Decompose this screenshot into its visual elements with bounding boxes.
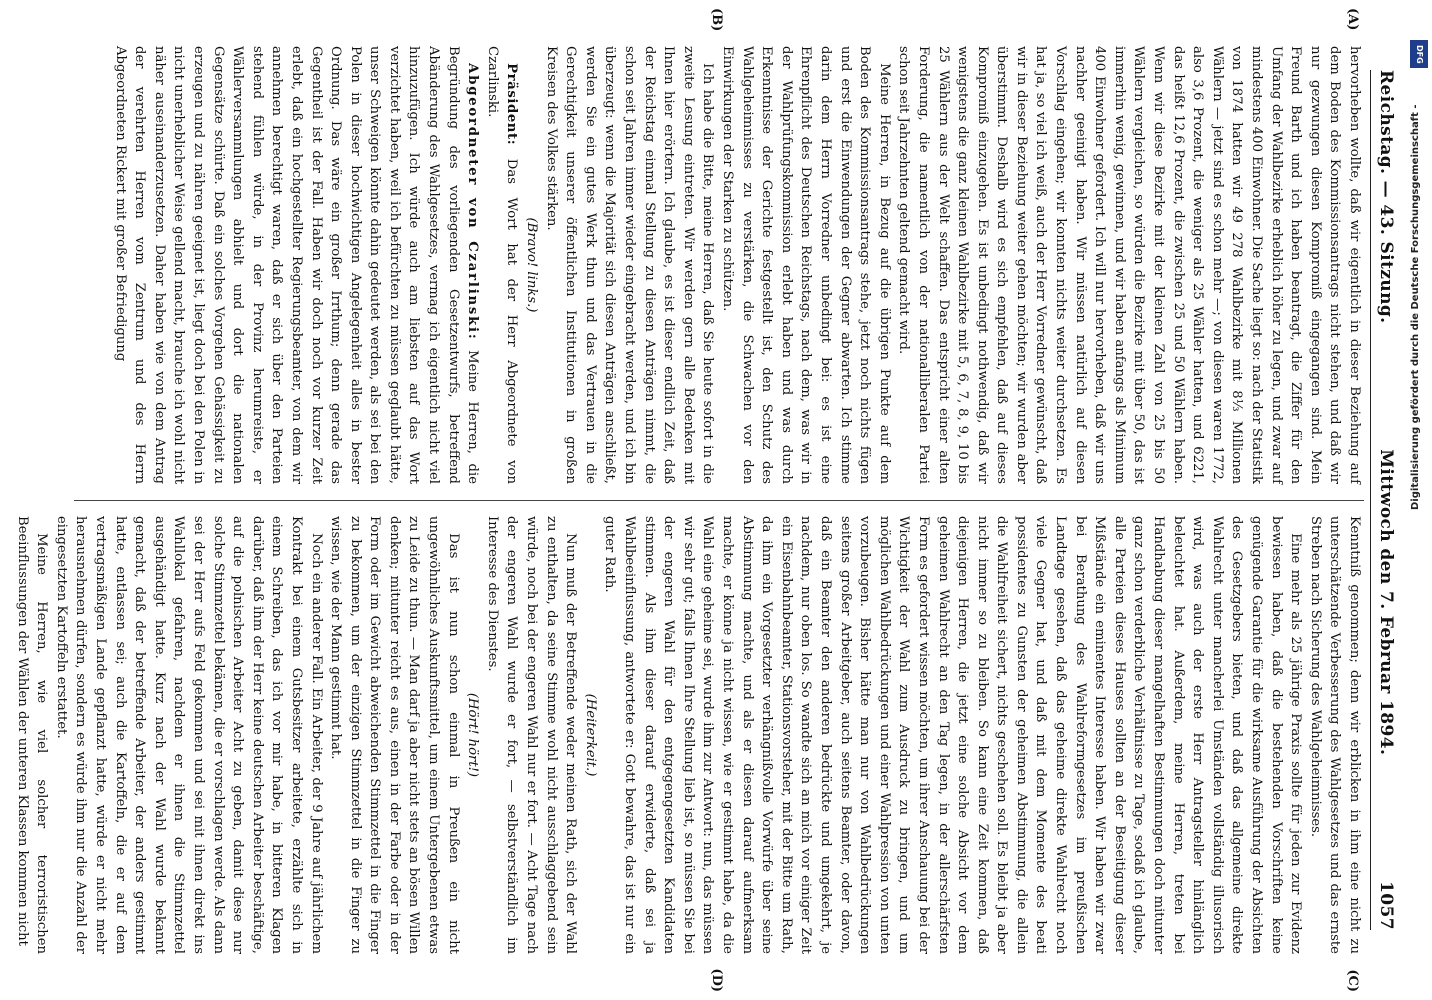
- paragraph: Nun muß der Betreffende weder meinen Rath, sich der Wahl zu enthalten, da seine Stimme wohl nicht ausschlaggebend sein würde, noch bei der engeren Wahl nur er fort. — Acht Tage nach der engeren Wahl wurde er fort, — selbstverständlich im Interesse des Dienstes.: [484, 516, 579, 954]
- header-left: Reichstag. — 43. Sitzung.: [1376, 70, 1396, 324]
- margin-marker-d: (D): [709, 968, 724, 992]
- margin-marker-b: (B): [709, 8, 724, 32]
- page-header: [1370, 70, 1396, 930]
- speaker-paragraph: [110, 46, 482, 484]
- paragraph: Meine Herren, wie viel solcher terroristischen Beeinflussungen der Wählen der unteren Klassen kommen nicht: [14, 516, 50, 954]
- paragraph: hervorheben wollte, daß wir eigentlich in dieser Beziehung auf dem Boden des Kommissionsantrags nicht stehen, und daß wir nur gezwungen diesen Kompromiß eingegangen sind. Mein Freund Barth und ich haben beantragt, die Ziffer für den Umfang der Wahlbezirke erheblich höher zu legen, und zwar auf mindestens 400 Einwohner. Die Sache liegt so: nach der Statistik von 1874 hatten wir 49 278 Wahlbezirke mit 8⅓ Millionen Wählern — jetzt sind es schon mehr —; von diesen waren 1772, also 3,6 Prozent, die weniger als 25 Wähler hatten, und 6221, das heißt 12,6 Prozent, die zwischen 25 und 50 Wählern haben. Wenn wir diese Bezirke mit der kleinen Zahl von 25 bis 50 Wählern vergleichen, so würden die Bezirke mit über 50, das ist immerhin wenig, gewinnen, und wir haben anfangs als Minimum 400 Einwohner gefordert. Ich will nur hervorheben, daß wir uns nachher geeinigt haben. Wir müssen natürlich auf diesen Vorschlag eingehen; wir konnten nichts weiter durchsetzen. Es hat ja, so viel ich weiß, auch der Herr Vorredner gewünscht, daß wir in dieser Beziehung weiter gehen möchten; wir wurden aber überstimmt. Deshalb wird es sich empfehlen, daß auf dieses Kompromiß einzugehen. Es ist unbedingt nothwendig, daß wir wenigstens die ganz kleinen Wahlbezirke mit 5, 6, 7, 8, 9, 10 bis 25 Wählern aus der Welt schaffen. Das entspricht einer alten Forderung, die namentlich von der nationalliberalen Partei schon seit Jahrzehnten geltend gemacht wird.: [896, 46, 1362, 484]
- paragraph: Das ist nun schon einmal in Preußen ein nicht ungewöhnliches Auskunftsmittel, um einem Untergebenen etwas zu Leide zu thun. — Man darf ja aber nicht stets an bösen Willen denken; mitunter reicht es aus, einen in der Farbe oder in der Form oder im Gewicht abweichenden Stimmzettel in die Finger zu bekommen, um der einzigen Stimmzettel in die Finger zu wissen, wie der Mann gestimmt hat.: [328, 516, 461, 954]
- paragraph: Ich habe die Bitte, meine Herren, daß Sie heute sofort in die zweite Lesung eintreten. Wir werden gern alle Bedenken mit Ihnen hier erörtern. Ich glaube, es ist dieser endlich Zeit, daß der Reichstag einmal Stellung zu diesen Anträgen nimmt, die schon seit Jahren immer wieder eingebracht werden, und ich bin überzeugt: wenn die Majorität sich diesen Anträgen anschließt, werden Sie ein gutes Werk thun und das Vertrauen in die Gerechtigkeit unserer öffentlichen Institutionen in großen Kreisen des Volkes stärken.: [543, 46, 716, 484]
- paragraph: Kenntniß genommen; denn wir erblicken in ihm eine nicht zu unterschätzende Verbesserung des Wahlgesetzes und das ernste Streben nach Sicherung des Wahlgeheimnisses.: [1307, 516, 1362, 954]
- paragraph-text: Meine Herren, die Begründung des vorliegenden Gesetzentwurfs, betreffend Abänderung des Wahlgesetzes, vermag ich eigentlich nicht viel hinzuzufügen. Ich würde auch am liebsten auf das Wort verzichtet haben, weil ich befürchten zu müssen geglaubt hätte, unser Schweigen könnte dahin gedeutet werden, als sei bei den Polen in dieser hochwichtigen Angelegenheit alles in bester Ordnung. Das wäre ein großer Irrthum; denn gerade das Gegentheil ist der Fall. Haben wir doch noch vor kurzer Zeit erlebt, daß ein hochgestellter Regierungsbeamter, von dem wir annehmen berechtigt waren, daß er sich über den Parteien stehend fühlen würde, in der Provinz herumreiste, er Wählerversammlungen abhielt und dort die nationalen Gegensätze schürte. Daß ein solches Vorgehen Gehässigkeit zu erzeugen und zu nähren geeignet ist, liegt doch bei den Polen in nicht unerheblicher Weise gellend macht, brauche ich wohl nicht näher auseinanderzusetzen. Daher haben wie von dem Antrag der verehrten Herren vom Zentrum und des Herrn Abgeordneten Rickert mit großer Befriedigung: [112, 46, 481, 485]
- speaker-label: Präsident:: [504, 63, 520, 146]
- margin-marker-c: (C): [1345, 969, 1360, 992]
- stage-direction: (Heiterkeit.): [582, 693, 598, 777]
- paragraph: Meine Herren, in Bezug auf die übrigen Punkte auf dem Boden des Kommissionsantrags stehe, jetzt noch nichts fügen und erst die Einwendungen der Gegner abwarten. Ich stimme darin dem Herrn Vorredner unbedingt bei: es ist eine Ehrenpflicht des Deutschen Reichstags, nach dem, was wir in der Wahlprüfungskommission erlebt haben und was durch Erkenntnisse der Gerichte festgestellt ist, den Schutz des Wahlgeheimnisses zu verstärken, die Schwachen vor den Einwirkungen der Starken zu schützen.: [720, 46, 892, 484]
- speaker-label: Abgeordneter von Czarlinski:: [465, 63, 481, 341]
- text-columns: [14, 8, 1364, 992]
- left-column: [74, 30, 1364, 500]
- president-paragraph: [482, 46, 521, 484]
- stage-direction: (Hört! hört!): [465, 692, 481, 778]
- paragraph: Eine mehr als 25 jährige Praxis sollte für jeden zur Evidenz bewiesen haben, daß die bestehenden Vorschriften keine genügende Garantie für die wirksame Ausführung der Absichten des Gesetzgebers bieten, und daß das allgemeine direkte Wahlrecht unter mancherlei Umständen vollständig illusorisch wird, was auch der erste Herr Antragsteller hinlänglich beleuchtet hat. Außerdem, meine Herren, treten bei Handhabung dieser mangelhaften Bestimmungen doch mitunter ganz schon verderbliche Verhältnisse zu Tage, sodaß ich glaube, alle Parteien dieses Hauses sollten an der Beseitigung dieser Mißstände ein eminentes Interesse haben. Wir haben wir zwar bei Berathung des Wahlreformgesetzes im preußischen Landtage gesehen, daß das geheime direkte Wahlrecht noch viele Gegner hat, und daß mit dem Momente des beati possidentes zu Gunsten der geheimen Abstimmung, die allein die Wahlfreiheit sichert, nichts geschehen soll. Es bleibt ja aber nicht immer so zu bleiben. So kann eine Zeit kommen, daß diejenigen Herren, die jetzt eine solche Absicht vor dem geheimen Wahlrecht an den Tag legen, in der allerschärfsten Form es gefordert wissen möchten, um ihrer Anschauung bei der Wichtigkeit der Wahl zum Ausdruck zu bringen, und um möglichen Wahlbedrückungen und einer Wahlpression von unten vorzubeugen. Bisher hätte man nur von Wahlbedrückungen seitens großer Arbeitgeber, auch seitens Beamter, oder davon, daß ein Beamter den anderen bedrückte und umgekehrt, je nachdem, nur oben los. So wandte sich an mich vor einiger Zeit ein Eisenbahnbeamter, Stationsvorsteher, mit der Bitte um Rath, da ihm ein Vorgesetzter verhängnißvolle Vorwürfe über seine Abstimmung machte, und als er diesen darauf aufmerksam machte, er könne ja nicht wissen, wie er gestimmt habe, da die Wahl eine geheime sei, wurde ihm zur Antwort: nun, das müssen wir sehr gut; falls Ihnen Ihre Stellung lieb ist, so müssen Sie bei der engeren Wahl für den entgegengesetzten Kandidaten stimmen. Als ihm dieser darauf erwiderte, daß sei ja Wahlbeeinflussung, antwortete er: Gott bewahre, das ist nur ein guter Rath.: [602, 516, 1304, 954]
- right-column: [14, 500, 1364, 970]
- page-number: 1057: [1376, 881, 1396, 930]
- paragraph-text: Das Wort hat der Herr Abgeordnete von Czarlinski.: [484, 46, 520, 484]
- dfg-logo: DFG: [1410, 40, 1428, 68]
- paragraph: Noch ein anderer Fall. Ein Arbeiter, der 9 Jahre auf jährlichem Kontrakt bei einem Gutsbesitzer arbeitete, erzählte sich in einem Schreiben, das ich vor mir habe, in bitteren Klagen darüber, daß ihm der Herr keine deutschen Arbeiter beschäftige, auf die polnischen Arbeiter Acht zu geben, damit diese nur solche Stimmzettel bekämen, die er vorschlagen werde. Als dann sei der Herr aufs Feld gekommen und sei mit ihnen direkt ins Wahllokal gefahren, nachdem er ihnen die Stimmzettel ausgehändigt hatte. Kurz nach der Wahl wurde bekannt gemacht, daß der betreffende Arbeiter, der anders gestimmt hatte, entlassen sei; auch die Kartoffeln, die er auf dem vertragsmäßigen Lande gepflanzt hatte, würde er nicht mehr herausnehmen dürfen, sondern es würde ihm nur die Anzahl der eingesetzten Kartoffeln erstattet.: [53, 516, 324, 954]
- header-date: Mittwoch den 7. Februar 1894.: [1376, 449, 1396, 756]
- column-divider: [74, 500, 1364, 501]
- digitization-credit: Digitalisierung gefördert durch die Deutsche Forschungsgemeinschaft -: [1410, 104, 1421, 510]
- margin-marker-a: (A): [1345, 8, 1360, 31]
- stage-direction: (Bravo! links.): [524, 217, 540, 313]
